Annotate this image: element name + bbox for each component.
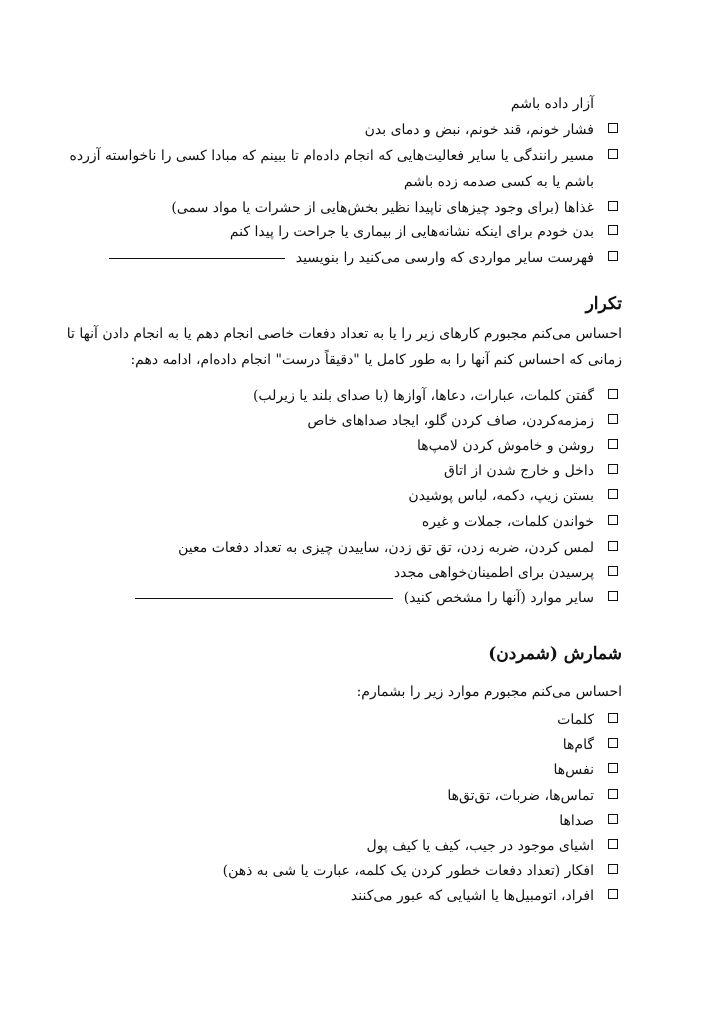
checkbox[interactable] (608, 389, 618, 399)
list-item (88, 486, 622, 506)
item-text: افراد، اتومبیل‌ها یا اشیایی که عبور می‌کنند (350, 888, 594, 904)
item-text: زمزمه‌کردن، صاف کردن گلو، ایجاد صداهای خاص (307, 413, 594, 429)
paragraph-line: احساس می‌کنم مجبورم کارهای زیر را یا به تعداد دفعات خاصی انجام دهم یا به انجام دادن آنها تا (66, 326, 622, 342)
list-item (88, 760, 622, 780)
checkbox[interactable] (608, 889, 618, 899)
item-text: تماس‌ها، ضربات، تق‌تق‌ها (447, 788, 594, 804)
item-text: روشن و خاموش کردن لامپ‌ها (417, 438, 594, 454)
list-item (88, 436, 622, 456)
checkbox[interactable] (608, 464, 618, 474)
item-text: سایر موارد (آنها را مشخص کنید) (403, 590, 594, 606)
checkbox[interactable] (608, 814, 618, 824)
list-item (88, 120, 622, 140)
item-text: فشار خونم، قند خونم، نبض و دمای بدن (364, 122, 594, 138)
list-item (69, 146, 622, 166)
checkbox[interactable] (608, 515, 618, 525)
checkbox[interactable] (608, 489, 618, 499)
item-text: گفتن کلمات، عبارات، دعاها، آوازها (با صدای بلند یا زیرلب) (252, 388, 594, 404)
item-text: بستن زیپ، دکمه، لباس پوشیدن (408, 488, 594, 504)
section-heading: شمارش (شمردن) (488, 644, 622, 664)
item-text: غذاها (برای وجود چیزهای ناپیدا نظیر بخش‌هایی از حشرات یا مواد سمی) (171, 200, 594, 216)
checkbox[interactable] (608, 713, 618, 723)
checkbox[interactable] (608, 251, 618, 261)
item-text: لمس کردن، ضربه زدن، تق تق زدن، ساییدن چیزی به تعداد دفعات معین (178, 540, 594, 556)
list-item (88, 886, 622, 906)
item-text: صداها (559, 813, 594, 829)
list-item (88, 861, 622, 881)
list-item-continuation (88, 172, 622, 192)
checkbox[interactable] (608, 201, 618, 211)
checkbox[interactable] (608, 789, 618, 799)
item-text: افکار (تعداد دفعات خطور کردن یک کلمه، عبارت یا شی به ذهن) (222, 863, 594, 879)
checkbox[interactable] (608, 149, 618, 159)
list-item (88, 198, 622, 218)
item-text: کلمات (557, 712, 594, 728)
checkbox[interactable] (608, 123, 618, 133)
item-text: خواندن کلمات، جملات و غیره (421, 514, 594, 530)
list-item (88, 811, 622, 831)
list-item (88, 588, 622, 608)
item-text: پرسیدن برای اطمینان‌خواهی مجدد (393, 565, 594, 581)
list-item (88, 710, 622, 730)
item-text: مسیر رانندگی یا سایر فعالیت‌هایی که انجام داده‌ام تا ببینم که مبادا کسی را ناخواسته آزرده (69, 148, 594, 164)
item-text: آزار داده باشم (510, 96, 594, 112)
fill-in-line[interactable] (135, 598, 393, 599)
section-heading: تکرار (585, 294, 622, 314)
item-text: داخل و خارج شدن از اتاق (443, 463, 594, 479)
paragraph-line: زمانی که احساس کنم آنها را به طور کامل یا "دقیقاً درست" انجام داده‌ام، ادامه دهم: (130, 352, 622, 368)
item-text: فهرست سایر مواردی که وارسی می‌کنید را بنویسید (295, 250, 594, 266)
list-item (88, 538, 622, 558)
list-item (88, 786, 622, 806)
item-text: گام‌ها (562, 737, 594, 753)
checkbox[interactable] (608, 738, 618, 748)
item-text: باشم یا به کسی صدمه زده باشم (403, 174, 594, 190)
fill-in-line[interactable] (109, 258, 285, 259)
checklist-continuation (88, 94, 622, 114)
checkbox[interactable] (608, 864, 618, 874)
list-item (88, 411, 622, 431)
item-text: بدن خودم برای اینکه نشانه‌هایی از بیماری یا جراحت را پیدا کنم (229, 224, 594, 240)
list-item (88, 461, 622, 481)
paragraph-line: احساس می‌کنم مجبورم موارد زیر را بشمارم: (356, 684, 622, 700)
checkbox[interactable] (608, 591, 618, 601)
checkbox[interactable] (608, 225, 618, 235)
item-text: نفس‌ها (553, 762, 594, 778)
list-item (88, 735, 622, 755)
checkbox[interactable] (608, 566, 618, 576)
list-item (88, 563, 622, 583)
checkbox[interactable] (608, 839, 618, 849)
checkbox[interactable] (608, 414, 618, 424)
list-item (88, 222, 622, 242)
item-text: اشیای موجود در جیب، کیف یا کیف پول (366, 838, 594, 854)
list-item (88, 836, 622, 856)
checkbox[interactable] (608, 763, 618, 773)
list-item (88, 248, 622, 268)
list-item (88, 386, 622, 406)
checkbox[interactable] (608, 541, 618, 551)
list-item (88, 512, 622, 532)
checkbox[interactable] (608, 439, 618, 449)
